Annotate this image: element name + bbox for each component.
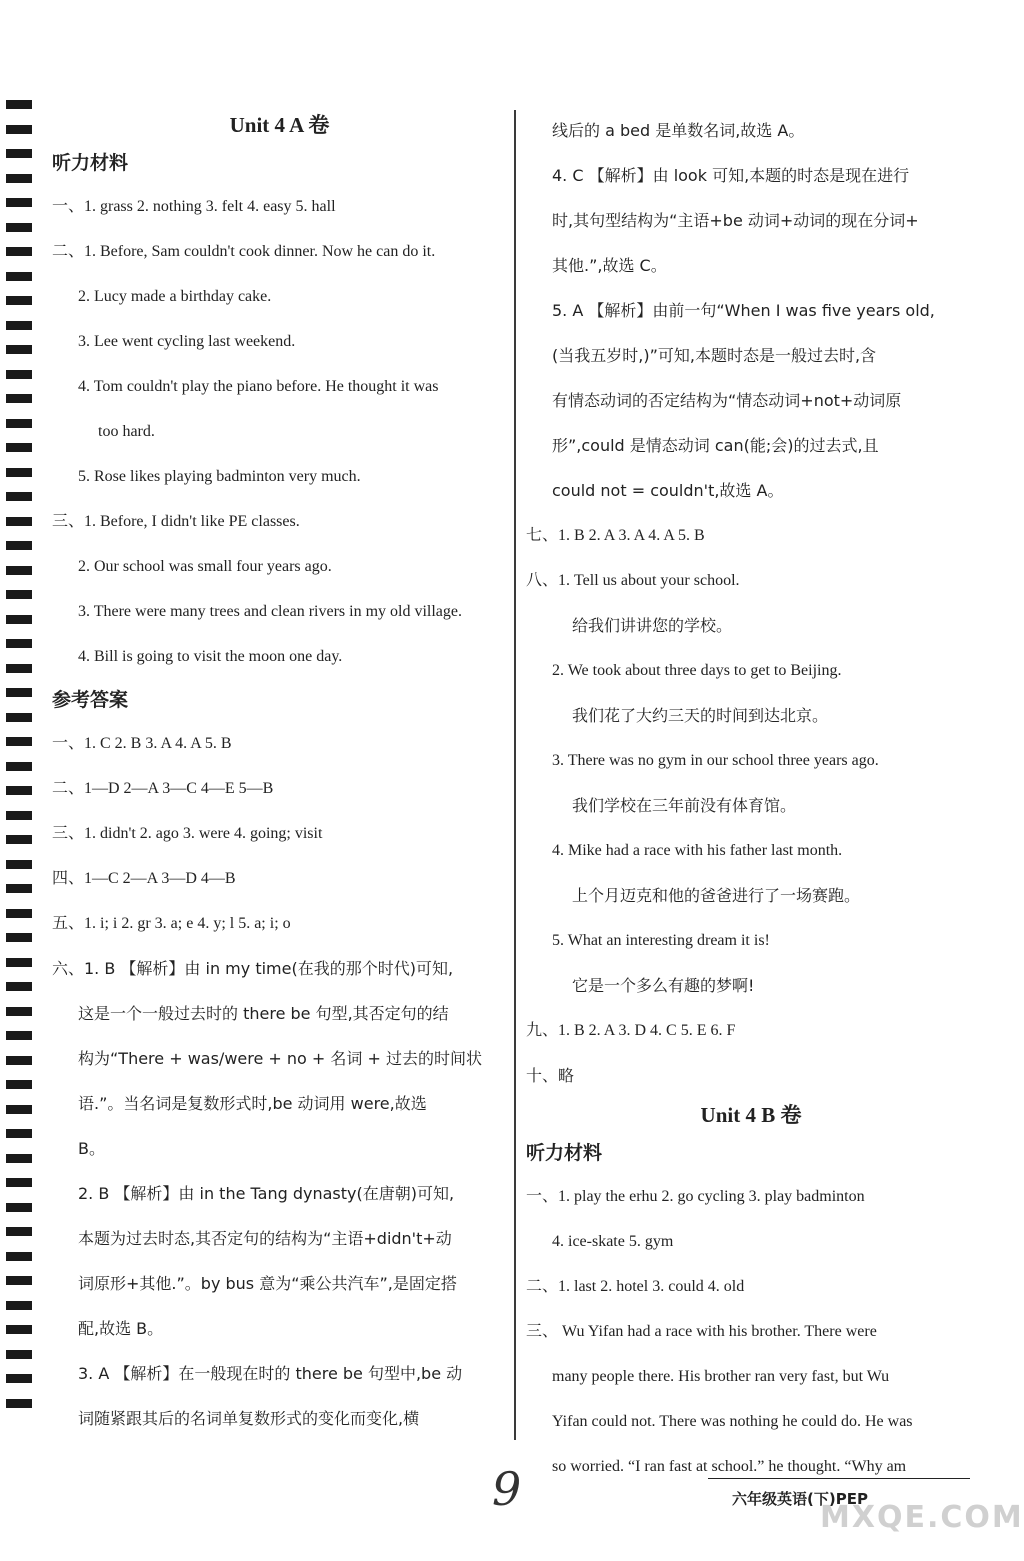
text-line: 4. Tom couldn't play the piano before. He thought it was	[78, 378, 439, 395]
text-line: 一、1. play the erhu 2. go cycling 3. play badminton	[526, 1188, 865, 1205]
text-line: 4. Bill is going to visit the moon one day.	[78, 648, 343, 665]
explain-line: 本题为过去时态,其否定句的结构为“主语+didn't+动	[78, 1229, 452, 1248]
answer-line: 八、1. Tell us about your school.	[526, 572, 740, 589]
section-listening: 听力材料	[52, 152, 129, 174]
answer-line: 5. What an interesting dream it is!	[552, 932, 770, 949]
explain-line: 有情态动词的否定结构为“情态动词+not+动词原	[552, 391, 902, 410]
text-line: so worried. “I ran fast at school.” he thought. “Why am	[552, 1458, 907, 1475]
answer-line: 二、1—D 2—A 3—C 4—E 5—B	[52, 780, 274, 797]
book-title: 六年级英语(下)PEP	[732, 1490, 868, 1508]
right-column	[526, 108, 976, 1489]
text-line: 二、1. last 2. hotel 3. could 4. old	[526, 1278, 745, 1295]
answer-line: 四、1—C 2—A 3—D 4—B	[52, 870, 236, 887]
text-line: 3. There were many trees and clean rivers in my old village.	[78, 603, 463, 620]
explain-line: 配,故选 B。	[78, 1319, 164, 1338]
text-line: 5. Rose likes playing badminton very much.	[78, 468, 361, 485]
answer-line: 2. We took about three days to get to Beijing.	[552, 662, 842, 679]
text-line: 一、1. grass 2. nothing 3. felt 4. easy 5. hall	[52, 198, 336, 215]
answer-line: 七、1. B 2. A 3. A 4. A 5. B	[526, 527, 705, 544]
text-line: 二、1. Before, Sam couldn't cook dinner. Now he can do it.	[52, 243, 436, 260]
explain-line: 词随紧跟其后的名词单复数形式的变化而变化,横	[78, 1409, 420, 1428]
translation-line: 我们学校在三年前没有体育馆。	[572, 796, 797, 815]
watermark: MXQE.COM	[820, 1500, 1024, 1535]
explain-line: 这是一个一般过去时的 there be 句型,其否定句的结	[78, 1004, 449, 1023]
explain-line: 构为“There + was/were + no + 名词 + 过去的时间状	[78, 1049, 482, 1068]
answer-line: 一、1. C 2. B 3. A 4. A 5. B	[52, 735, 232, 752]
column-divider	[514, 110, 516, 1440]
text-line: 2. Lucy made a birthday cake.	[78, 288, 272, 305]
explain-line: could not = couldn't,故选 A。	[552, 481, 784, 500]
page-number: 9	[492, 1462, 522, 1516]
translation-line: 上个月迈克和他的爸爸进行了一场赛跑。	[572, 886, 861, 905]
text-line: too hard.	[98, 423, 155, 440]
explain-line: 3. A 【解析】在一般现在时的 there be 句型中,be 动	[78, 1364, 463, 1383]
answer-line: 十、略	[526, 1066, 575, 1085]
explain-line: 六、1. B 【解析】由 in my time(在我的那个时代)可知,	[52, 959, 454, 978]
explain-line: B。	[78, 1139, 105, 1158]
text-line: 2. Our school was small four years ago.	[78, 558, 332, 575]
text-line: Yifan could not. There was nothing he could do. He was	[552, 1413, 913, 1430]
translation-line: 它是一个多么有趣的梦啊!	[572, 976, 755, 995]
explain-line: (当我五岁时,)”可知,本题时态是一般过去时,含	[552, 346, 877, 365]
answer-line: 五、1. i; i 2. gr 3. a; e 4. y; l 5. a; i; o	[52, 915, 291, 932]
text-line: 3. Lee went cycling last weekend.	[78, 333, 296, 350]
explain-line: 5. A 【解析】由前一句“When I was five years old,	[552, 301, 935, 320]
explain-line: 形”,could 是情态动词 can(能;会)的过去式,且	[552, 436, 879, 455]
explain-line: 4. C 【解析】由 look 可知,本题的时态是现在进行	[552, 166, 910, 185]
explain-line: 2. B 【解析】由 in the Tang dynasty(在唐朝)可知,	[78, 1184, 455, 1203]
section-answers: 参考答案	[52, 689, 129, 711]
answer-line: 三、1. didn't 2. ago 3. were 4. going; visit	[52, 825, 323, 842]
section-listening-b: 听力材料	[526, 1142, 603, 1164]
answer-line: 4. Mike had a race with his father last month.	[552, 842, 843, 859]
unit-title-a: Unit 4 A 卷	[229, 113, 330, 137]
text-line: many people there. His brother ran very fast, but Wu	[552, 1368, 890, 1385]
answer-line: 3. There was no gym in our school three years ago.	[552, 752, 879, 769]
left-column	[52, 108, 507, 1441]
answer-line: 九、1. B 2. A 3. D 4. C 5. E 6. F	[526, 1022, 736, 1039]
text-line: 三、 Wu Yifan had a race with his brother. There were	[526, 1323, 877, 1340]
unit-title-b: Unit 4 B 卷	[700, 1103, 802, 1127]
translation-line: 给我们讲讲您的学校。	[572, 616, 733, 635]
footer-rule	[708, 1478, 970, 1479]
translation-line: 我们花了大约三天的时间到达北京。	[572, 706, 829, 725]
explain-line: 时,其句型结构为“主语+be 动词+动词的现在分词+	[552, 211, 919, 230]
explain-line: 其他.”,故选 C。	[552, 256, 667, 275]
explain-line: 语.”。当名词是复数形式时,be 动词用 were,故选	[78, 1094, 427, 1113]
binding-marks	[6, 100, 34, 1423]
text-line: 三、1. Before, I didn't like PE classes.	[52, 513, 300, 530]
explain-line: 词原形+其他.”。by bus 意为“乘公共汽车”,是固定搭	[78, 1274, 457, 1293]
text-line: 4. ice-skate 5. gym	[552, 1233, 674, 1250]
explain-line: 线后的 a bed 是单数名词,故选 A。	[552, 121, 805, 140]
